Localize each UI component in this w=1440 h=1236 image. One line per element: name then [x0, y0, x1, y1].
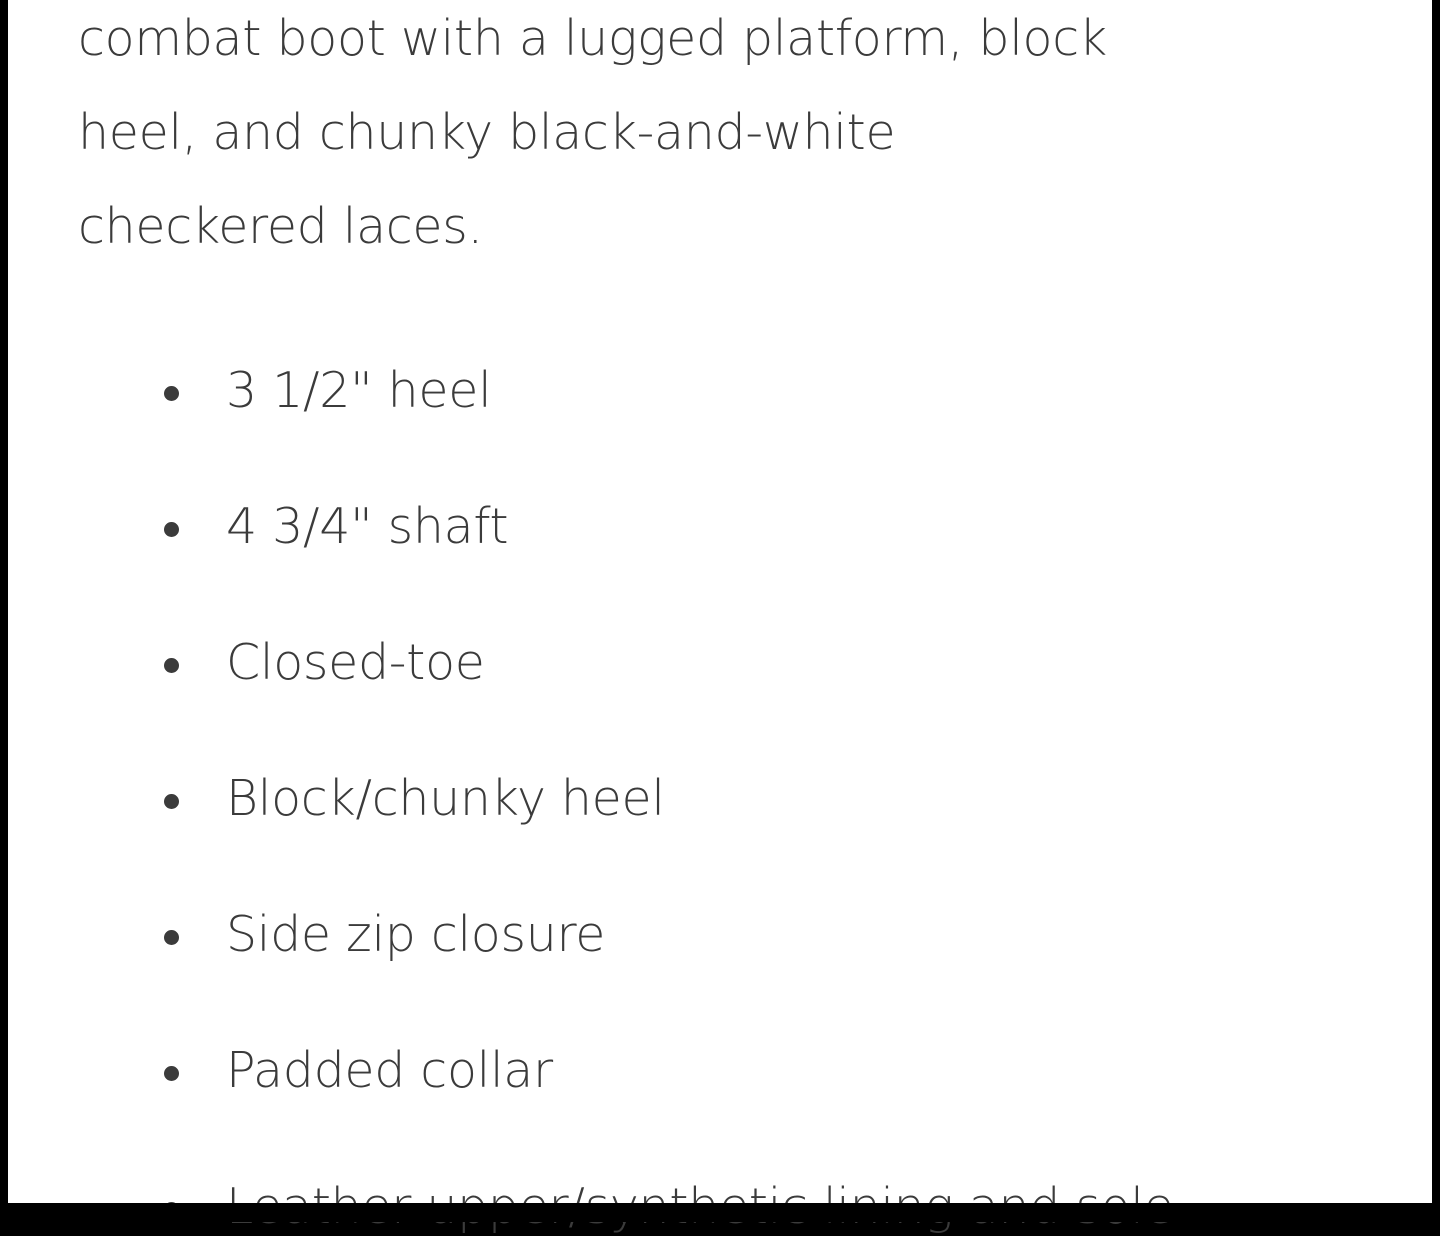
- feature-list: [78, 362, 1372, 1236]
- list-item: [78, 770, 1372, 828]
- bottom-frame-bar: [0, 1203, 1440, 1222]
- bullet-dot-icon: [164, 930, 179, 945]
- list-item-label: Side zip closure: [226, 906, 606, 963]
- list-item-label: Closed-toe: [226, 634, 485, 691]
- list-item: [78, 1042, 1372, 1100]
- list-item-label: Padded collar: [226, 1042, 553, 1099]
- list-item-label: 3 1/2" heel: [226, 362, 492, 419]
- description-line-2: heel, and chunky black-and-white: [78, 104, 896, 161]
- bullet-dot-icon: [164, 522, 179, 537]
- list-item: [78, 362, 1372, 420]
- description-line-1: combat boot with a lugged platform, block: [78, 10, 1107, 67]
- product-description-content: [8, 0, 1432, 1236]
- bullet-dot-icon: [164, 386, 179, 401]
- bullet-dot-icon: [164, 658, 179, 673]
- bullet-dot-icon: [164, 1066, 179, 1081]
- list-item: [78, 498, 1372, 556]
- list-item-label: Block/chunky heel: [226, 770, 665, 827]
- bullet-dot-icon: [164, 794, 179, 809]
- list-item: [78, 634, 1372, 692]
- list-item-label: 4 3/4" shaft: [226, 498, 509, 555]
- description-line-3: checkered laces.: [78, 198, 483, 255]
- description-paragraph: [78, 0, 1372, 274]
- list-item: [78, 906, 1372, 964]
- document-page: [8, 0, 1432, 1203]
